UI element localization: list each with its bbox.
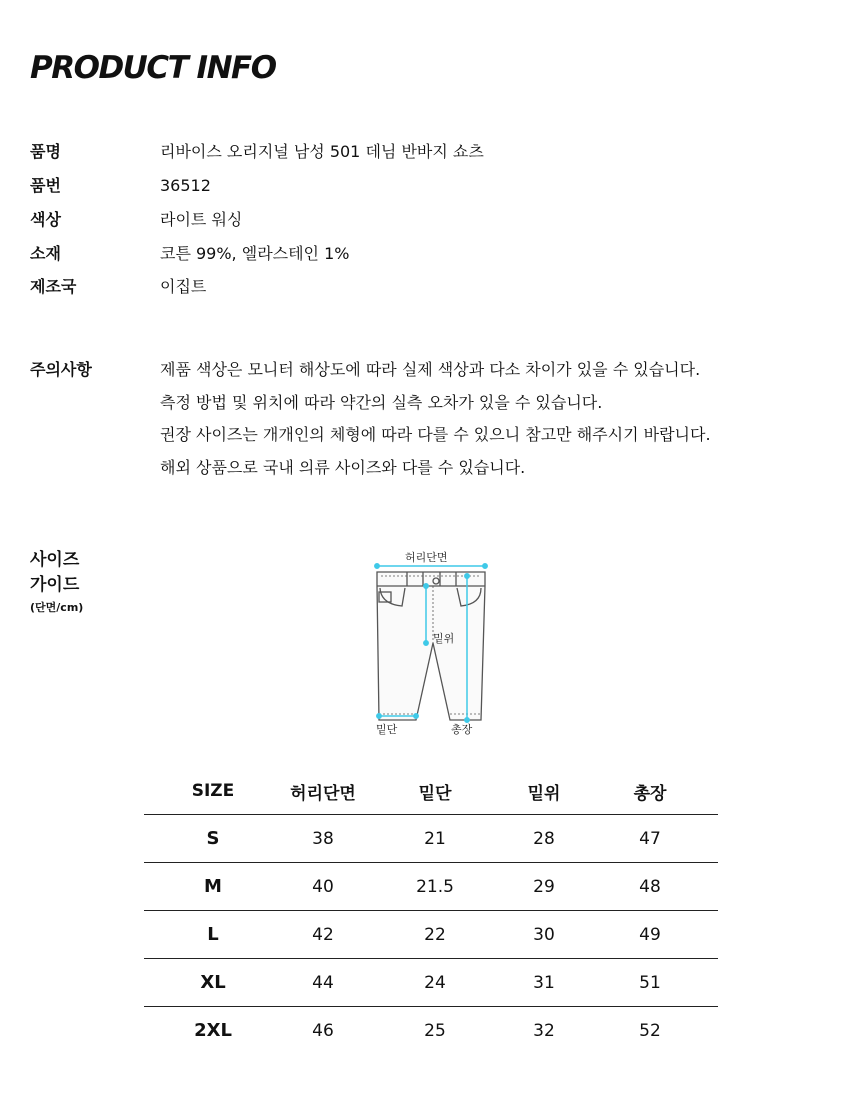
waist-cell: 46: [282, 1007, 364, 1055]
size-cell: S: [144, 815, 282, 863]
length-cell: 52: [582, 1007, 718, 1055]
size-cell: L: [144, 911, 282, 959]
notice-line: 권장 사이즈는 개개인의 체형에 따라 다를 수 있으니 참고만 해주시기 바랍니다.: [160, 425, 711, 444]
notice-line: 제품 색상은 모니터 해상도에 따라 실제 색상과 다소 차이가 있을 수 있습니다.: [160, 360, 701, 379]
col-header-length: 총장: [633, 783, 667, 804]
rise-cell: 29: [506, 863, 582, 911]
info-label: 제조국: [30, 277, 77, 296]
col-header-rise: 밑위: [527, 783, 561, 804]
rise-cell: 30: [506, 911, 582, 959]
size-cell: M: [144, 863, 282, 911]
info-value: 36512: [160, 176, 211, 195]
table-row: [144, 863, 718, 911]
waist-cell: 42: [282, 911, 364, 959]
hem-cell: 22: [364, 911, 506, 959]
hem-cell: 24: [364, 959, 506, 1007]
shorts-measurement-diagram: [365, 546, 500, 744]
size-guide-label: [30, 548, 79, 598]
length-cell: 47: [582, 815, 718, 863]
size-cell: XL: [144, 959, 282, 1007]
length-cell: 48: [582, 863, 718, 911]
info-label: 품명: [30, 142, 61, 161]
notice-label: 주의사항: [30, 360, 92, 379]
waist-label: 허리단면: [405, 551, 448, 564]
info-value: 이집트: [160, 277, 207, 296]
size-guide-label-line1: 사이즈: [30, 550, 80, 570]
waist-cell: 44: [282, 959, 364, 1007]
hem-label: 밑단: [376, 723, 398, 736]
rise-cell: 32: [506, 1007, 582, 1055]
size-table: [144, 768, 718, 1054]
table-row: [144, 815, 718, 863]
shorts-outline-icon: [377, 572, 485, 720]
hem-cell: 21.5: [364, 863, 506, 911]
info-value: 라이트 워싱: [160, 210, 243, 229]
length-label: 총장: [451, 723, 473, 736]
table-row: [144, 911, 718, 959]
size-cell: 2XL: [144, 1007, 282, 1055]
info-label: 품번: [30, 176, 61, 195]
info-label: 소재: [30, 244, 61, 263]
length-cell: 51: [582, 959, 718, 1007]
notice-line: 측정 방법 및 위치에 따라 약간의 실측 오차가 있을 수 있습니다.: [160, 393, 603, 412]
info-value: 코튼 99%, 엘라스테인 1%: [160, 244, 350, 263]
page-title: PRODUCT INFO: [30, 50, 276, 86]
waist-cell: 40: [282, 863, 364, 911]
hem-cell: 25: [364, 1007, 506, 1055]
rise-cell: 28: [506, 815, 582, 863]
notice-line: 해외 상품으로 국내 의류 사이즈와 다를 수 있습니다.: [160, 458, 526, 477]
col-header-size: SIZE: [191, 781, 235, 801]
size-guide-label-line2: 가이드: [30, 575, 80, 595]
rise-cell: 31: [506, 959, 582, 1007]
col-header-hem: 밑단: [418, 783, 452, 804]
waist-cell: 38: [282, 815, 364, 863]
length-cell: 49: [582, 911, 718, 959]
size-unit: (단면/cm): [30, 601, 84, 614]
table-row: [144, 959, 718, 1007]
size-table-header: [144, 768, 718, 815]
info-label: 색상: [30, 210, 61, 229]
table-row: [144, 1007, 718, 1055]
hem-cell: 21: [364, 815, 506, 863]
info-value: 리바이스 오리지널 남성 501 데님 반바지 쇼츠: [160, 142, 484, 161]
rise-label: 밑위: [433, 632, 455, 645]
col-header-waist: 허리단면: [290, 783, 356, 804]
